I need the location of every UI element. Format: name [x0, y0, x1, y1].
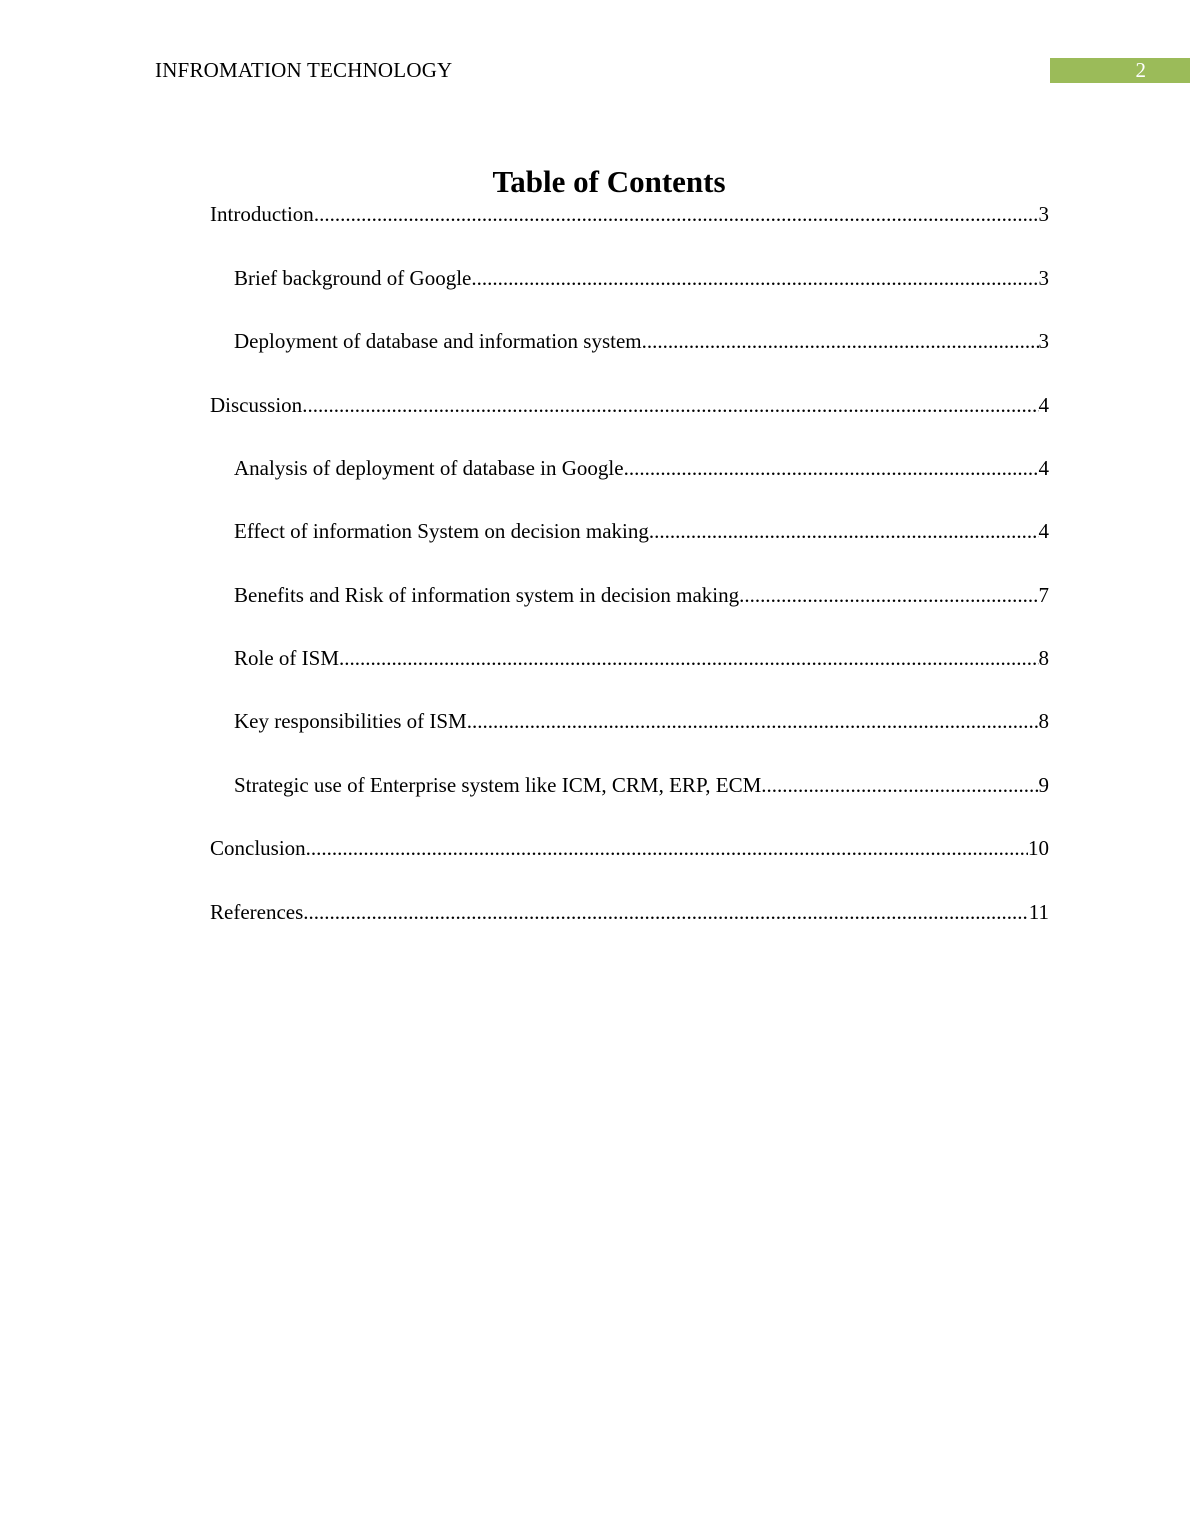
page-number: 2	[1135, 58, 1146, 82]
toc-entry-label: Role of ISM	[234, 646, 339, 670]
toc-entry-key-responsibilities[interactable]	[234, 707, 1049, 735]
dot-leader	[467, 707, 1039, 735]
toc-entry-analysis[interactable]	[234, 454, 1049, 482]
dot-leader	[649, 517, 1039, 545]
toc-entry-strategic-use[interactable]	[234, 771, 1049, 799]
toc-entry-page: 9	[1038, 773, 1049, 797]
dot-leader	[642, 327, 1039, 355]
toc-entry-label: Deployment of database and information system	[234, 329, 642, 353]
dot-leader	[302, 391, 1038, 419]
dot-leader	[761, 771, 1038, 799]
toc-entry-page: 8	[1038, 646, 1049, 670]
toc-entry-label: Introduction	[210, 202, 314, 226]
dot-leader	[306, 834, 1028, 862]
toc-entry-deployment[interactable]	[234, 327, 1049, 355]
page-header	[0, 0, 1190, 110]
page-number-badge	[1050, 58, 1190, 83]
dot-leader	[303, 898, 1028, 926]
toc-entry-page: 10	[1028, 836, 1049, 860]
toc-entry-label: Conclusion	[210, 836, 306, 860]
dot-leader	[471, 264, 1038, 292]
toc-entry-page: 4	[1038, 456, 1049, 480]
toc-entry-label: Effect of information System on decision making	[234, 519, 649, 543]
toc-entry-page: 11	[1028, 900, 1049, 924]
toc-entry-role-of-ism[interactable]	[234, 644, 1049, 672]
toc-title: Table of Contents	[492, 164, 726, 199]
toc-entry-page: 3	[1038, 329, 1049, 353]
dot-leader	[339, 644, 1039, 672]
toc-entry-effect[interactable]	[234, 517, 1049, 545]
toc-entry-conclusion[interactable]	[210, 834, 1049, 862]
toc-entry-label: Brief background of Google	[234, 266, 472, 290]
toc-entry-introduction[interactable]	[210, 200, 1049, 228]
toc-entry-page: 4	[1038, 519, 1049, 543]
toc-entry-page: 4	[1038, 393, 1049, 417]
toc-entry-label: Discussion	[210, 393, 303, 417]
toc-entry-page: 8	[1038, 709, 1049, 733]
toc-entry-label: Strategic use of Enterprise system like ICM, CRM, ERP, ECM	[234, 773, 762, 797]
toc-entry-label: Benefits and Risk of information system in decision making	[234, 583, 740, 607]
toc-entry-label: References	[210, 900, 304, 924]
toc-entry-label: Key responsibilities of ISM	[234, 709, 467, 733]
toc-entry-references[interactable]	[210, 898, 1049, 926]
dot-leader	[314, 200, 1039, 228]
running-header-title: INFROMATION TECHNOLOGY	[155, 58, 453, 82]
dot-leader	[739, 581, 1038, 609]
toc-entry-brief-background[interactable]	[234, 264, 1049, 292]
toc-entry-discussion[interactable]	[210, 391, 1049, 419]
toc-entry-page: 3	[1038, 202, 1049, 226]
toc-entry-label: Analysis of deployment of database in Google	[234, 456, 624, 480]
dot-leader	[624, 454, 1039, 482]
toc-entry-page: 3	[1038, 266, 1049, 290]
toc-entry-benefits-risk[interactable]	[234, 581, 1049, 609]
toc-entry-page: 7	[1038, 583, 1049, 607]
